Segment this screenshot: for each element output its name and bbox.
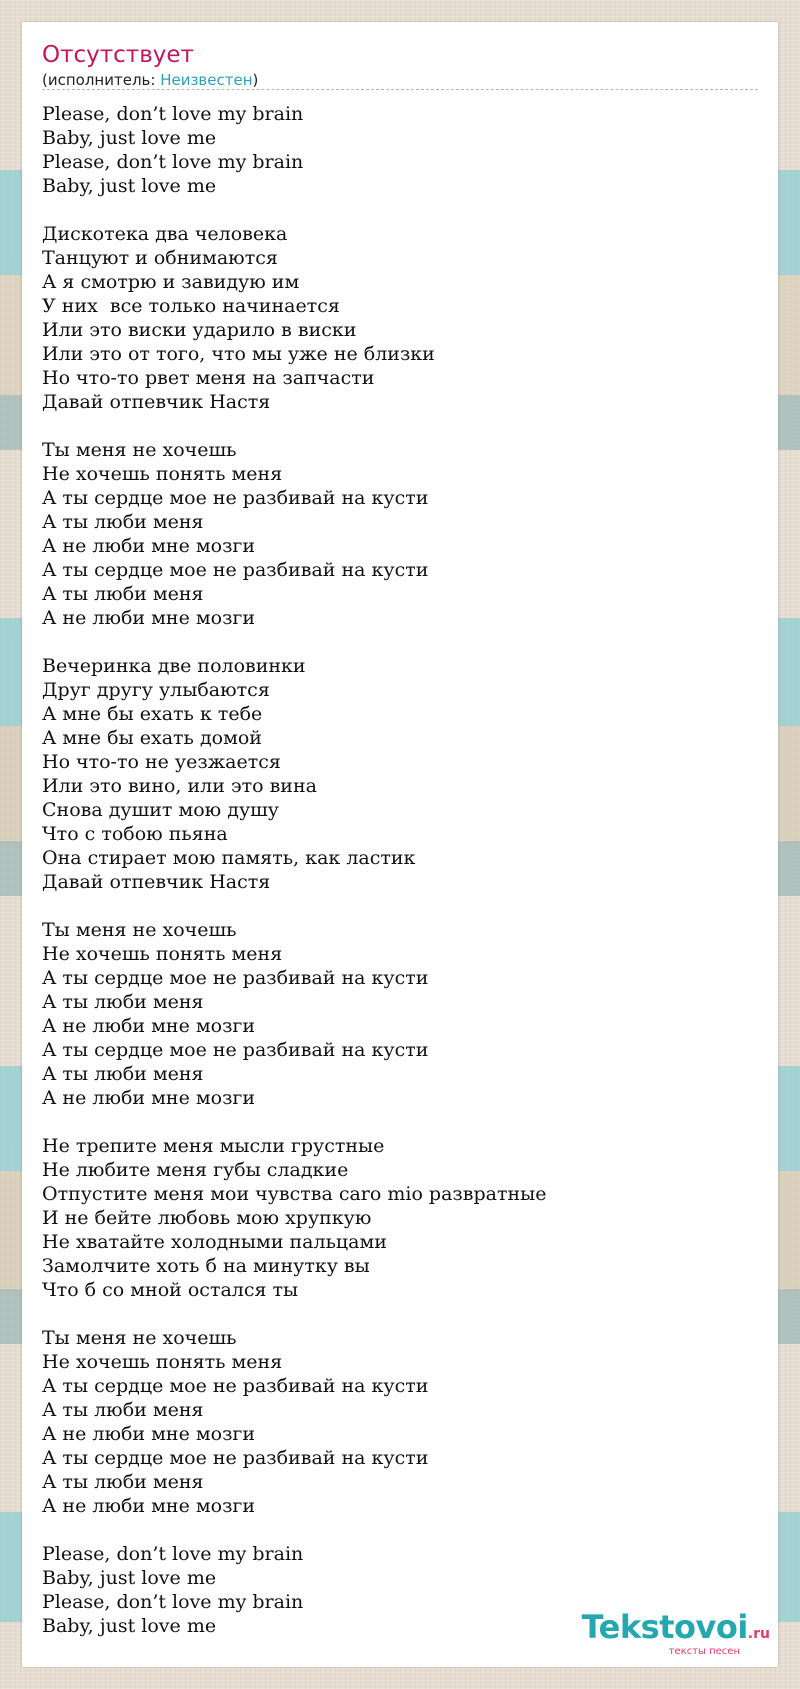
- lyric-line: А ты люби меня: [42, 1063, 204, 1085]
- lyric-line: Что с тобою пьяна: [42, 823, 228, 845]
- lyric-line: А не люби мне мозги: [42, 1495, 256, 1517]
- lyric-line: Давай отпевчик Настя: [42, 391, 271, 413]
- stanza-break: [42, 630, 547, 654]
- lyric-line: А я смотрю и завидую им: [42, 271, 300, 293]
- lyric-line: Baby, just love me: [42, 1615, 217, 1637]
- artist-prefix: (исполнитель:: [42, 71, 161, 89]
- lyric-line: Отпустите меня мои чувства caro mio развратные: [42, 1183, 547, 1205]
- artist-suffix: ): [252, 71, 259, 89]
- lyric-line: Please, don’t love my brain: [42, 103, 304, 125]
- lyric-line: А ты люби меня: [42, 583, 204, 605]
- lyric-line: А ты люби меня: [42, 1471, 204, 1493]
- lyric-line: А ты сердце мое не разбивай на кусти: [42, 1447, 429, 1469]
- lyric-line: А ты сердце мое не разбивай на кусти: [42, 487, 429, 509]
- lyric-line: Или это от того, что мы уже не близки: [42, 343, 435, 365]
- stanza-break: [42, 198, 547, 222]
- lyric-line: Не трепите меня мысли грустные: [42, 1135, 385, 1157]
- lyric-line: А ты люби меня: [42, 1399, 204, 1421]
- song-title: Отсутствует: [42, 42, 194, 68]
- lyric-line: Не хочешь понять меня: [42, 463, 283, 485]
- lyric-line: Baby, just love me: [42, 127, 217, 149]
- lyric-line: Baby, just love me: [42, 175, 217, 197]
- stanza-break: [42, 414, 547, 438]
- lyric-line: А не люби мне мозги: [42, 1423, 256, 1445]
- lyric-line: Ты меня не хочешь: [42, 919, 237, 941]
- stanza-break: [42, 1518, 547, 1542]
- lyric-line: Или это вино, или это вина: [42, 775, 317, 797]
- lyric-line: А не люби мне мозги: [42, 1087, 256, 1109]
- lyric-line: Друг другу улыбаются: [42, 679, 270, 701]
- lyric-line: А ты сердце мое не разбивай на кусти: [42, 1039, 429, 1061]
- lyric-line: Baby, just love me: [42, 1567, 217, 1589]
- lyric-line: А мне бы ехать домой: [42, 727, 262, 749]
- lyrics-card: [22, 22, 778, 1667]
- lyric-line: У них все только начинается: [42, 295, 340, 317]
- lyric-line: А ты сердце мое не разбивай на кусти: [42, 559, 429, 581]
- lyric-line: Не любите меня губы сладкие: [42, 1159, 349, 1181]
- lyric-line: И не бейте любовь мою хрупкую: [42, 1207, 372, 1229]
- lyric-line: Замолчите хоть б на минутку вы: [42, 1255, 370, 1277]
- stanza-break: [42, 1302, 547, 1326]
- lyric-line: Давай отпевчик Настя: [42, 871, 271, 893]
- lyric-line: А ты люби меня: [42, 511, 204, 533]
- lyric-line: Не хочешь понять меня: [42, 943, 283, 965]
- stanza-break: [42, 894, 547, 918]
- lyric-line: Или это виски ударило в виски: [42, 319, 357, 341]
- lyric-line: Она стирает мою память, как ластик: [42, 847, 416, 869]
- lyric-line: Please, don’t love my brain: [42, 1543, 304, 1565]
- logo-wordmark: [582, 1608, 770, 1646]
- lyric-line: Снова душит мою душу: [42, 799, 279, 821]
- lyric-line: Дискотека два человека: [42, 223, 288, 245]
- lyric-line: Что б со мной остался ты: [42, 1279, 299, 1301]
- site-logo[interactable]: [560, 1610, 770, 1657]
- lyric-line: А не люби мне мозги: [42, 1015, 256, 1037]
- lyric-line: А ты люби меня: [42, 991, 204, 1013]
- lyric-line: Please, don’t love my brain: [42, 151, 304, 173]
- lyric-line: А ты сердце мое не разбивай на кусти: [42, 967, 429, 989]
- lyric-line: Не хватайте холодными пальцами: [42, 1231, 387, 1253]
- lyric-line: А ты сердце мое не разбивай на кусти: [42, 1375, 429, 1397]
- lyric-line: Танцуют и обнимаются: [42, 247, 278, 269]
- lyric-line: Ты меня не хочешь: [42, 439, 237, 461]
- logo-tld: .ru: [747, 1626, 770, 1642]
- logo-tagline: тексты песен: [668, 1646, 740, 1657]
- lyric-line: Please, don’t love my brain: [42, 1591, 304, 1613]
- stanza-break: [42, 1110, 547, 1134]
- lyric-line: Ты меня не хочешь: [42, 1327, 237, 1349]
- artist-line: [42, 70, 258, 90]
- lyric-line: Вечеринка две половинки: [42, 655, 306, 677]
- lyric-line: А не люби мне мозги: [42, 535, 256, 557]
- title-divider: [42, 89, 758, 90]
- lyric-line: А мне бы ехать к тебе: [42, 703, 263, 725]
- logo-main-text: Tekstovoi: [581, 1608, 748, 1646]
- lyric-line: А не люби мне мозги: [42, 607, 256, 629]
- artist-link[interactable]: Неизвестен: [160, 71, 253, 89]
- lyric-line: Но что-то не уезжается: [42, 751, 281, 773]
- lyric-line: Не хочешь понять меня: [42, 1351, 283, 1373]
- lyrics-text: [42, 102, 547, 1638]
- lyric-line: Но что-то рвет меня на запчасти: [42, 367, 375, 389]
